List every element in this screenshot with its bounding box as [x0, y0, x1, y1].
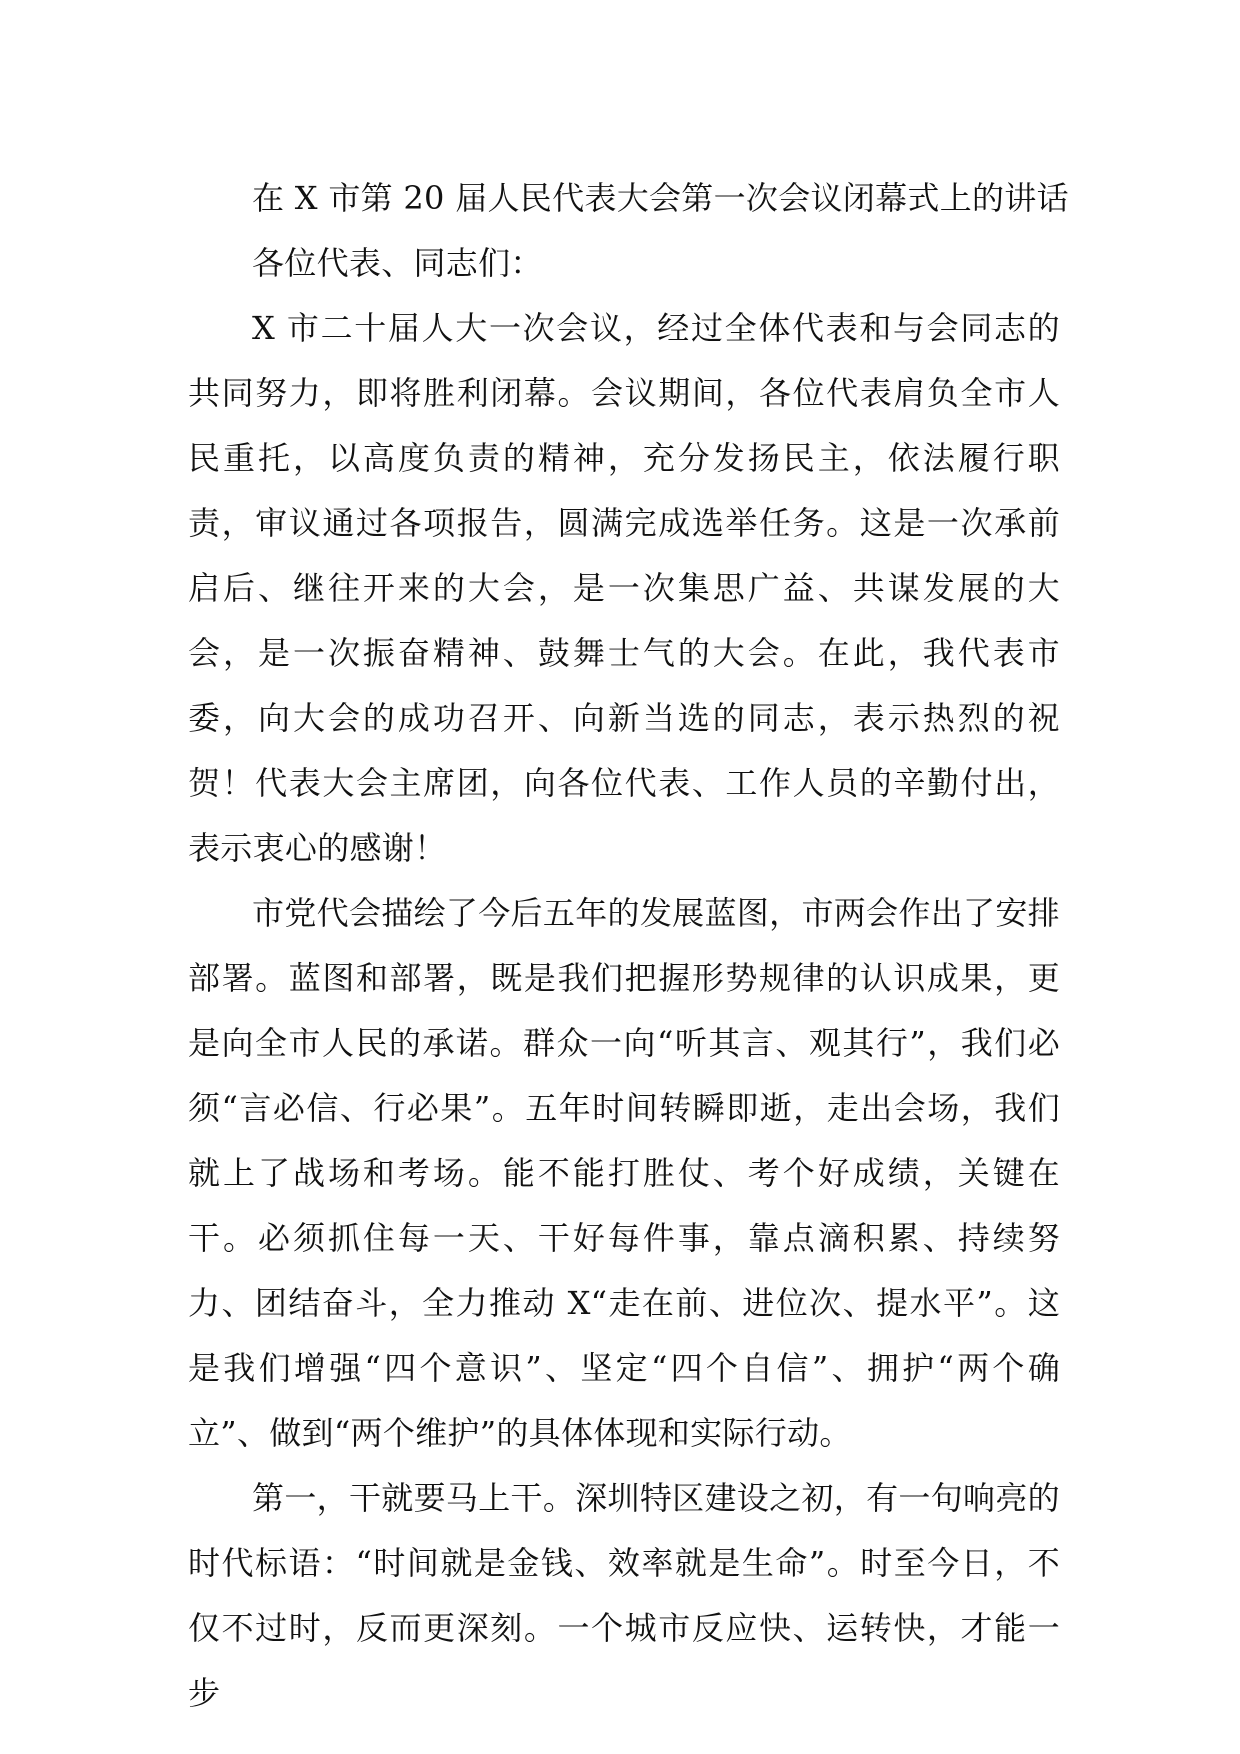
salutation: 各位代表、同志们： [252, 244, 543, 282]
paragraph-3: 第一，干就要马上干。深圳特区建设之初，有一句响亮的时代标语：“时间就是金钱、效率就是生命”。时至今日，不仅不过时，反而更深刻。一个城市反应快、运转快，才能一步 [188, 1479, 1060, 1712]
paragraph-2: 市党代会描绘了今后五年的发展蓝图，市两会作出了安排部署。蓝图和部署，既是我们把握形势规律的认识成果，更是向全市人民的承诺。群众一向“听其言、观其行”，我们必须“言必信、行必果”。五年时间转瞬即逝，走出会场，我们就上了战场和考场。能不能打胜仗、考个好成绩，关键在干。必须抓住每一天、干好每件事，靠点滴积累、持续努力、团结奋斗，全力推动 X“走在前、进位次、提水平”。这是我们增强“四个意识”、坚定“四个自信”、拥护“两个确立”、做到“两个维护”的具体体现和实际行动。 [188, 894, 1060, 1452]
document-title: 在 X 市第 20 届人民代表大会第一次会议闭幕式上的讲话 [252, 179, 1069, 217]
paragraph-1: X 市二十届人大一次会议，经过全体代表和与会同志的共同努力，即将胜利闭幕。会议期间，各位代表肩负全市人民重托，以高度负责的精神，充分发扬民主，依法履行职责，审议通过各项报告，圆满完成选举任务。这是一次承前启后、继往开来的大会，是一次集思广益、共谋发展的大会，是一次振奋精神、鼓舞士气的大会。在此，我代表市委，向大会的成功召开、向新当选的同志，表示热烈的祝贺！代表大会主席团，向各位代表、工作人员的辛勤付出，表示衷心的感谢！ [188, 309, 1060, 867]
document-body [188, 166, 1069, 1726]
